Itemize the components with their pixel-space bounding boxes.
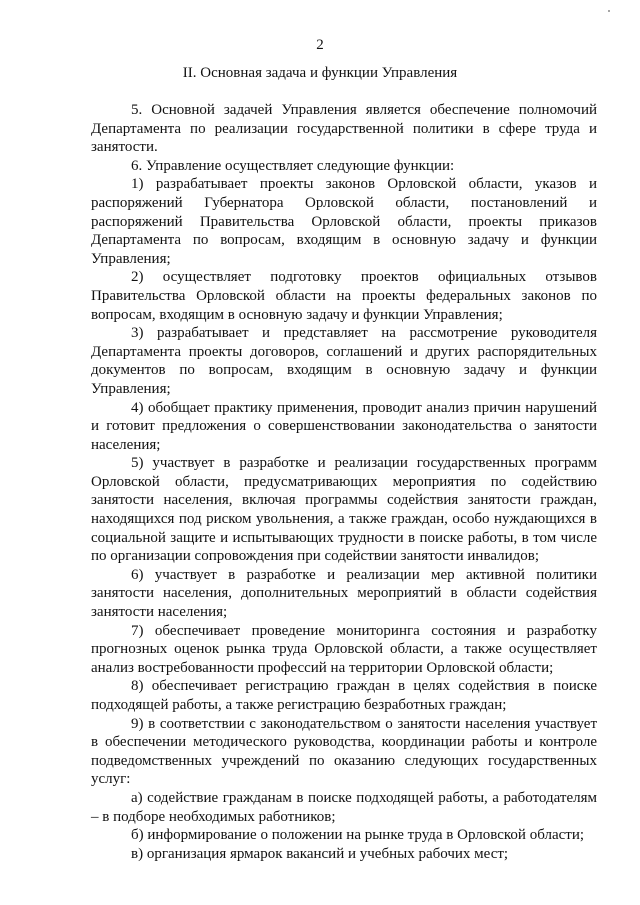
function-item-1: 1) разрабатывает проекты законов Орловской области, указов и распоряжений Губернатора Орловской области, постановлений и распоряжений Правительства Орловской области, проекты приказов Департамента по вопросам, входящим в основную задачу и функции Управления; [91, 176, 597, 267]
paragraph-6-functions-intro: 6. Управление осуществляет следующие функции: [131, 157, 455, 174]
function-item-3: 3) разрабатывает и представляет на рассмотрение руководителя Департамента проекты договоров, соглашений и других распорядительных документов по вопросам, входящим в основную задачу и функции Управления; [91, 325, 597, 397]
service-item-b: б) информирование о положении на рынке труда в Орловской области; [131, 827, 585, 844]
scan-artifact-dot [608, 10, 610, 12]
function-item-2: 2) осуществляет подготовку проектов официальных отзывов Правительства Орловской области на проекты федеральных законов по вопросам, входящим в основную задачу и функции Управления; [91, 269, 597, 323]
service-item-a: а) содействие гражданам в поиске подходящей работы, а работодателям – в подборе необходимых работников; [91, 789, 597, 825]
function-item-7: 7) обеспечивает проведение мониторинга состояния и разработку прогнозных оценок рынка труда Орловской области, а также осуществляет анализ востребованности профессий на территории Орловской области; [91, 622, 597, 676]
document-body [91, 101, 597, 863]
function-item-9: 9) в соответствии с законодательством о занятости населения участвует в обеспечении методического руководства, координации работы и контроле подведомственных учреждений по оказанию следующих государственных услуг: [91, 715, 597, 788]
page-number: 2 [316, 37, 324, 53]
function-item-4: 4) обобщает практику применения, проводит анализ причин нарушений и готовит предложения о совершенствовании законодательства о занятости населения; [91, 399, 597, 453]
function-item-8: 8) обеспечивает регистрацию граждан в целях содействия в поиске подходящей работы, а также регистрацию безработных граждан; [91, 678, 597, 713]
service-item-v: в) организация ярмарок вакансий и учебных рабочих мест; [131, 845, 509, 862]
section-title: II. Основная задача и функции Управления [182, 65, 458, 81]
function-item-5: 5) участвует в разработке и реализации государственных программ Орловской области, предусматривающих мероприятия по содействию занятости населения, включая программы содействия занятости граждан, находящихся под риском увольнения, а также граждан, особо нуждающихся в социальной защите и испытывающих трудности в поиске работы, в том числе по организации сопровождения при содействии занятости инвалидов; [91, 455, 597, 565]
paragraph-5-main-task: 5. Основной задачей Управления является обеспечение полномочий Департамента по реализации государственной политики в сфере труда и занятости. [91, 102, 597, 156]
function-item-6: 6) участвует в разработке и реализации мер активной политики занятости населения, дополнительных мероприятий в области содействия занятости населения; [91, 566, 597, 621]
